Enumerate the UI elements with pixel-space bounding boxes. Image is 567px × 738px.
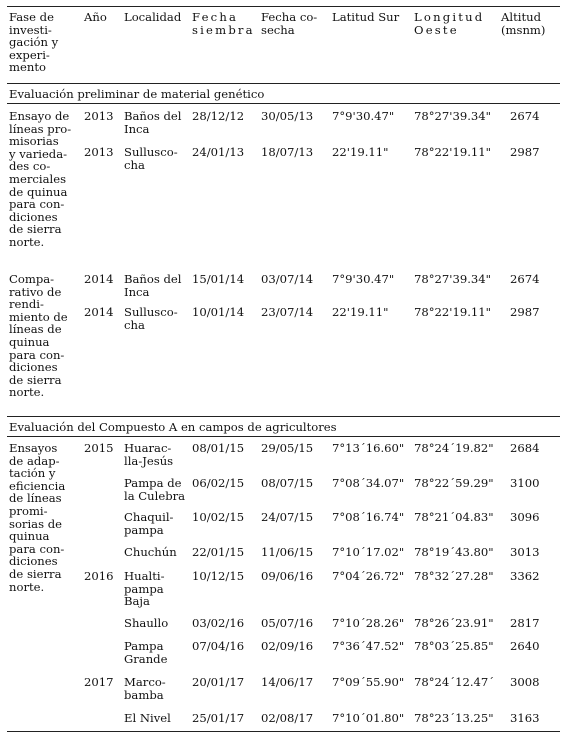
cell-cosecha: 11/06/15 bbox=[261, 545, 314, 559]
cell-latitud: 7°36´47.52" bbox=[332, 639, 405, 653]
cell-siembra: 03/02/16 bbox=[192, 616, 245, 630]
cell-longitud: 78°03´25.85" bbox=[414, 639, 494, 653]
header-rule bbox=[7, 83, 560, 84]
cell-longitud: 78°24´12.47´ bbox=[414, 675, 495, 689]
cell-localidad: Pampa Grande bbox=[124, 639, 168, 666]
cell-altitud: 3096 bbox=[510, 510, 540, 524]
cell-latitud: 7°08´16.74" bbox=[332, 510, 405, 524]
cell-longitud: 78°32´27.28" bbox=[414, 569, 494, 583]
cell-altitud: 2987 bbox=[510, 305, 540, 319]
cell-longitud: 78°22'19.11" bbox=[414, 145, 492, 159]
cell-localidad: Marco- bamba bbox=[124, 675, 166, 702]
header-localidad: Localidad bbox=[124, 10, 182, 24]
cell-cosecha: 05/07/16 bbox=[261, 616, 314, 630]
cell-altitud: 2817 bbox=[510, 616, 540, 630]
header-fase: Fase de investi- gación y experi- mento bbox=[9, 10, 59, 75]
header-anio: Año bbox=[84, 10, 107, 24]
cell-siembra: 07/04/16 bbox=[192, 639, 245, 653]
section1-rule bbox=[7, 103, 560, 104]
header-fecha-siembra: Fecha siembra bbox=[192, 10, 255, 37]
cell-longitud: 78°19´43.80" bbox=[414, 545, 494, 559]
cell-altitud: 3008 bbox=[510, 675, 540, 689]
cell-cosecha: 30/05/13 bbox=[261, 109, 314, 123]
cell-longitud: 78°22´59.29" bbox=[414, 476, 494, 490]
cell-siembra: 10/02/15 bbox=[192, 510, 245, 524]
cell-siembra: 25/01/17 bbox=[192, 711, 245, 725]
cell-localidad: Sullusco- cha bbox=[124, 305, 178, 332]
cell-cosecha: 24/07/15 bbox=[261, 510, 314, 524]
year-2016: 2016 bbox=[84, 569, 114, 583]
cell-siembra: 06/02/15 bbox=[192, 476, 245, 490]
cell-localidad: Sullusco- cha bbox=[124, 145, 178, 172]
cell-latitud: 7°9'30.47" bbox=[332, 109, 395, 123]
cell-cosecha: 02/09/16 bbox=[261, 639, 314, 653]
cell-siembra: 10/01/14 bbox=[192, 305, 245, 319]
header-latitud: Latitud Sur bbox=[332, 10, 400, 24]
cell-anio: 2014 bbox=[84, 305, 114, 319]
cell-cosecha: 08/07/15 bbox=[261, 476, 314, 490]
cell-altitud: 3100 bbox=[510, 476, 540, 490]
cell-latitud: 22'19.11" bbox=[332, 305, 389, 319]
section2-title: Evaluación del Compuesto A en campos de agricultores bbox=[9, 420, 337, 434]
cell-altitud: 3013 bbox=[510, 545, 540, 559]
cell-localidad: Shaullo bbox=[124, 616, 169, 630]
cell-longitud: 78°23´13.25" bbox=[414, 711, 494, 725]
cell-localidad: Baños del Inca bbox=[124, 109, 182, 136]
section1-title: Evaluación preliminar de material genético bbox=[9, 87, 265, 101]
cell-localidad: Baños del Inca bbox=[124, 272, 182, 299]
cell-localidad: El Nivel bbox=[124, 711, 171, 725]
cell-longitud: 78°21´04.83" bbox=[414, 510, 494, 524]
cell-altitud: 2640 bbox=[510, 639, 540, 653]
cell-cosecha: 18/07/13 bbox=[261, 145, 314, 159]
cell-latitud: 7°10´17.02" bbox=[332, 545, 405, 559]
cell-siembra: 24/01/13 bbox=[192, 145, 245, 159]
cell-latitud: 7°13´16.60" bbox=[332, 441, 405, 455]
cell-anio: 2013 bbox=[84, 145, 114, 159]
cell-cosecha: 03/07/14 bbox=[261, 272, 314, 286]
cell-latitud: 7°04´26.72" bbox=[332, 569, 405, 583]
cell-altitud: 2674 bbox=[510, 109, 540, 123]
cell-cosecha: 29/05/15 bbox=[261, 441, 314, 455]
top-rule bbox=[7, 6, 560, 7]
cell-altitud: 2987 bbox=[510, 145, 540, 159]
section2-phase: Ensayos de adap- tación y eficiencia de líneas promi- sorias de quinua para con- diciones de sierra norte. bbox=[9, 441, 66, 594]
cell-longitud: 78°24´19.82" bbox=[414, 441, 494, 455]
cell-cosecha: 23/07/14 bbox=[261, 305, 314, 319]
cell-altitud: 2684 bbox=[510, 441, 540, 455]
cell-altitud: 2674 bbox=[510, 272, 540, 286]
cell-longitud: 78°26´23.91" bbox=[414, 616, 494, 630]
cell-localidad: Hualti- pampa Baja bbox=[124, 569, 165, 609]
cell-localidad: Chuchún bbox=[124, 545, 177, 559]
cell-anio: 2014 bbox=[84, 272, 114, 286]
cell-siembra: 20/01/17 bbox=[192, 675, 245, 689]
cell-siembra: 28/12/12 bbox=[192, 109, 245, 123]
cell-altitud: 3163 bbox=[510, 711, 540, 725]
cell-siembra: 08/01/15 bbox=[192, 441, 245, 455]
cell-longitud: 78°22'19.11" bbox=[414, 305, 492, 319]
cell-latitud: 22'19.11" bbox=[332, 145, 389, 159]
cell-cosecha: 14/06/17 bbox=[261, 675, 314, 689]
cell-altitud: 3362 bbox=[510, 569, 540, 583]
year-2017: 2017 bbox=[84, 675, 114, 689]
header-longitud: Longitud Oeste bbox=[414, 10, 485, 37]
cell-latitud: 7°10´28.26" bbox=[332, 616, 405, 630]
header-altitud: Altitud (msnm) bbox=[501, 10, 546, 37]
cell-cosecha: 02/08/17 bbox=[261, 711, 314, 725]
cell-latitud: 7°10´01.80" bbox=[332, 711, 405, 725]
section-divider-rule bbox=[7, 416, 560, 417]
cell-localidad: Huarac- lla-Jesús bbox=[124, 441, 174, 468]
cell-localidad: Pampa de la Culebra bbox=[124, 476, 186, 503]
section1-phase-2: Compa- rativo de rendi- miento de líneas de quinua para con- diciones de sierra norte. bbox=[9, 272, 68, 400]
section1-phase-1: Ensayo de líneas pro- misorias y varieda- des co- merciales de quinua para con- diciones de sierra norte. bbox=[9, 109, 72, 249]
cell-localidad: Chaquil- pampa bbox=[124, 510, 174, 537]
cell-cosecha: 09/06/16 bbox=[261, 569, 314, 583]
cell-latitud: 7°08´34.07" bbox=[332, 476, 405, 490]
cell-longitud: 78°27'39.34" bbox=[414, 109, 492, 123]
year-2015: 2015 bbox=[84, 441, 114, 455]
cell-siembra: 15/01/14 bbox=[192, 272, 245, 286]
cell-anio: 2013 bbox=[84, 109, 114, 123]
header-fecha-cosecha: Fecha co- secha bbox=[261, 10, 318, 37]
bottom-rule bbox=[7, 731, 560, 732]
cell-latitud: 7°9'30.47" bbox=[332, 272, 395, 286]
cell-siembra: 10/12/15 bbox=[192, 569, 245, 583]
cell-siembra: 22/01/15 bbox=[192, 545, 245, 559]
cell-longitud: 78°27'39.34" bbox=[414, 272, 492, 286]
cell-latitud: 7°09´55.90" bbox=[332, 675, 405, 689]
section2-rule bbox=[7, 436, 560, 437]
